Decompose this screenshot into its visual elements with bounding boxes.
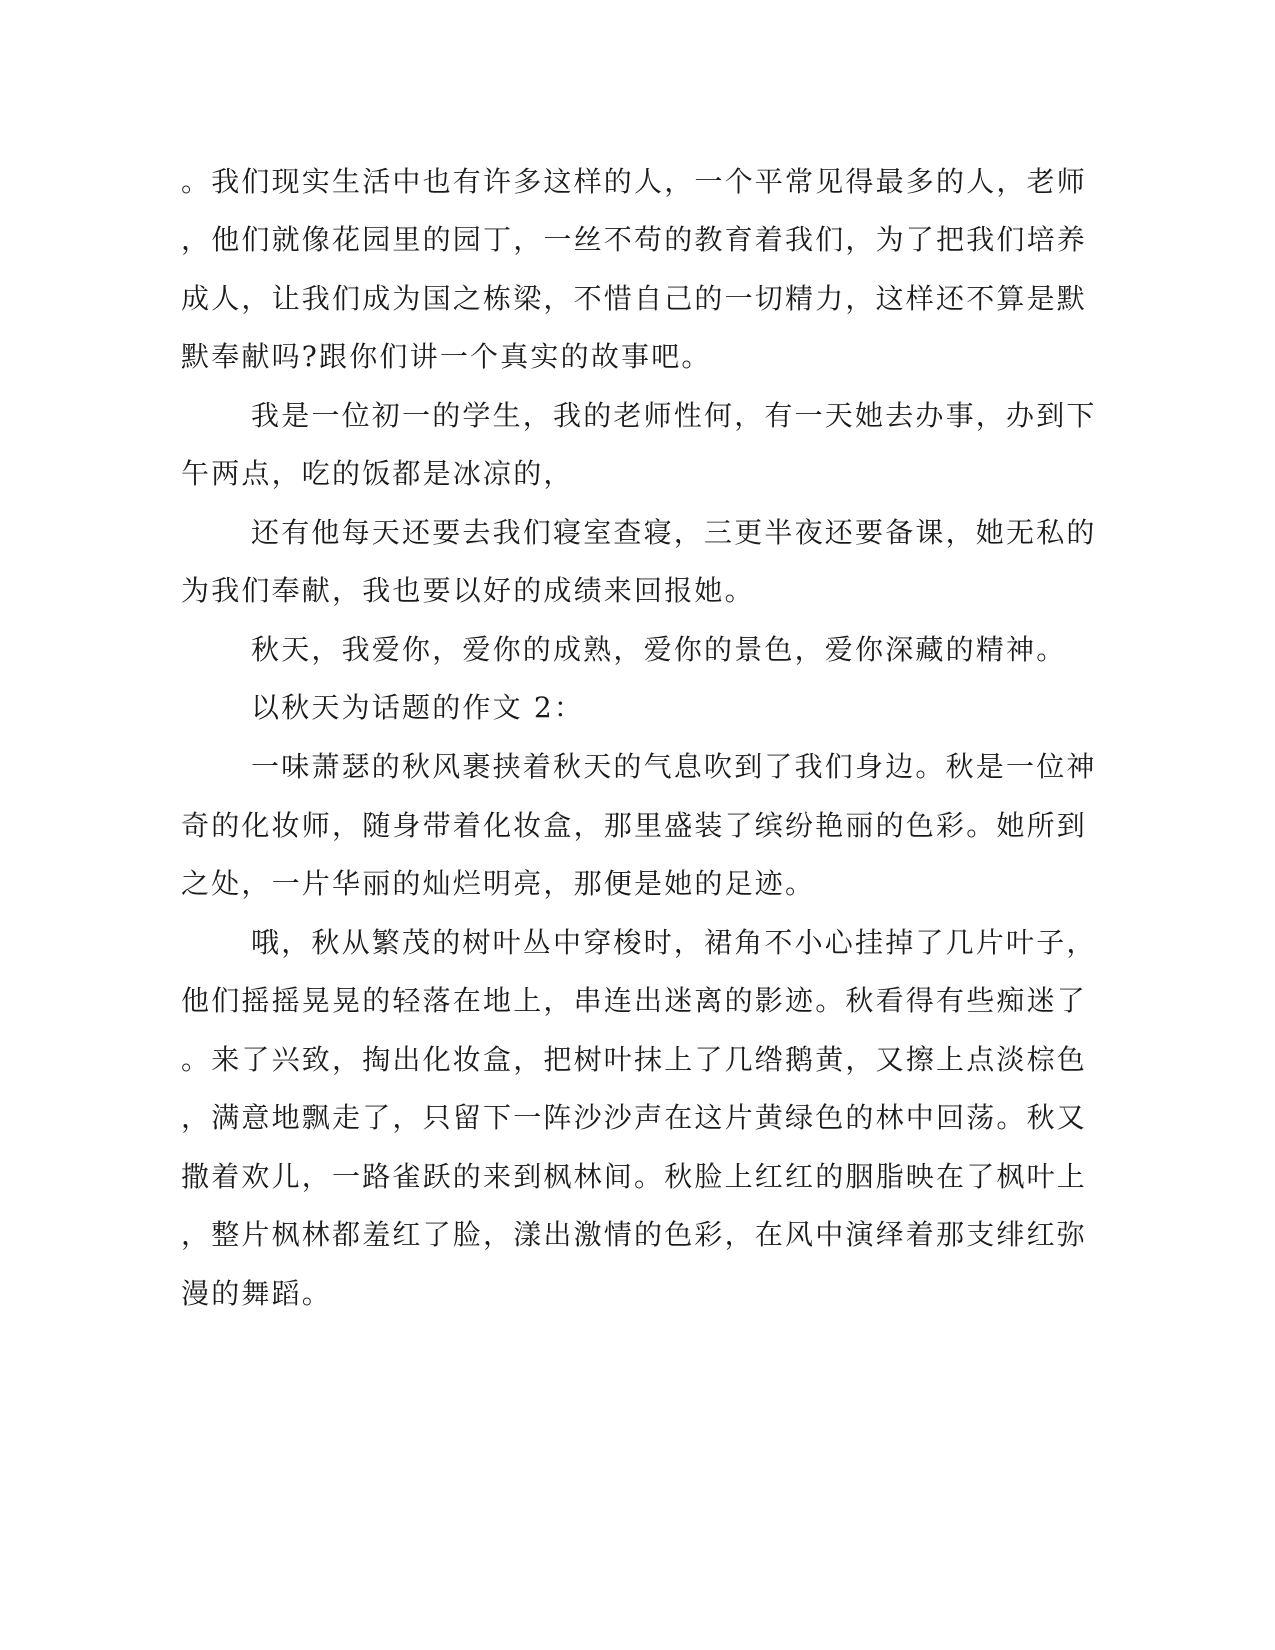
text-line: 秋天，我爱你，爱你的成熟，爱你的景色，爱你深藏的精神。 (251, 633, 1067, 666)
text-line: 成人，让我们成为国之栋梁，不惜自己的一切精力，这样还不算是默 (181, 282, 1088, 315)
text-line: 奇的化妆师，随身带着化妆盒，那里盛装了缤纷艳丽的色彩。她所到 (181, 809, 1088, 842)
text-line: 。来了兴致，掏出化妆盒，把树叶抹上了几绺鹅黄，又擦上点淡棕色 (181, 1043, 1088, 1076)
text-line: ，满意地飘走了，只留下一阵沙沙声在这片黄绿色的林中回荡。秋又 (181, 1101, 1088, 1134)
text-line: 为我们奉献，我也要以好的成绩来回报她。 (181, 574, 755, 607)
text-line: 哦，秋从繁茂的树叶丛中穿梭时，裙角不小心挂掉了几片叶子， (251, 926, 1097, 959)
text-line: 撒着欢儿，一路雀跃的来到枫林间。秋脸上红红的胭脂映在了枫叶上 (181, 1160, 1088, 1193)
text-line: 我是一位初一的学生，我的老师性何，有一天她去办事，办到下 (251, 399, 1097, 432)
text-line: ，整片枫林都羞红了脸，漾出激情的色彩，在风中演绎着那支绯红弥 (181, 1218, 1088, 1251)
text-line: 漫的舞蹈。 (181, 1277, 333, 1310)
section-heading: 以秋天为话题的作文 2： (251, 691, 585, 724)
text-line: 他们摇摇晃晃的轻落在地上，串连出迷离的影迹。秋看得有些痴迷了 (181, 984, 1088, 1017)
text-line: 一味萧瑟的秋风裹挟着秋天的气息吹到了我们身边。秋是一位神 (251, 750, 1097, 783)
text-line: 还有他每天还要去我们寝室查寝，三更半夜还要备课，她无私的 (251, 516, 1097, 549)
text-line: 。我们现实生活中也有许多这样的人，一个平常见得最多的人，老师 (181, 165, 1088, 198)
text-line: 午两点，吃的饭都是冰凉的， (181, 457, 574, 490)
text-line: ，他们就像花园里的园丁，一丝不苟的教育着我们，为了把我们培养 (181, 223, 1088, 256)
text-line: 之处，一片华丽的灿烂明亮，那便是她的足迹。 (181, 867, 816, 900)
text-line: 默奉献吗?跟你们讲一个真实的故事吧。 (181, 340, 712, 373)
